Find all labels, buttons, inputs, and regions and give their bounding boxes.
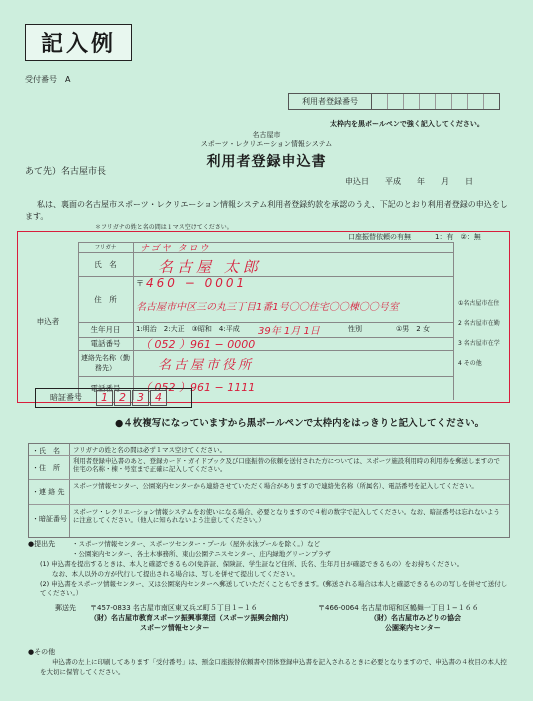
phone-label: 電話番号 bbox=[90, 339, 121, 348]
phone-value: （ 052 ）961 − 0000 bbox=[140, 338, 256, 351]
furigana-note: ＊フリガナの姓と名の間は１マス空けてください。 bbox=[95, 224, 233, 231]
sex-label: 性別 bbox=[348, 325, 362, 333]
mail-org-1: （財）名古屋市教育スポーツ振興事業団（スポーツ振興会館内） bbox=[90, 614, 293, 622]
contact-name-value: 名古屋市役所 bbox=[158, 358, 255, 373]
account-transfer-options: 1：有 ②：無 bbox=[435, 233, 481, 241]
reg-cell bbox=[420, 94, 436, 109]
address-label: 住 所 bbox=[94, 294, 117, 304]
pin-digit: 4 bbox=[150, 390, 167, 406]
user-registration-number-box bbox=[288, 93, 500, 110]
contact-phone-label: 電話番号 bbox=[90, 383, 121, 393]
addressee: あて先）名古屋市長 bbox=[25, 167, 107, 177]
applicant-label: 申込者 bbox=[36, 316, 60, 326]
mail-address-1: 〒457-0833 名古屋市南区東又兵ヱ町５丁目１−１６ bbox=[90, 604, 258, 612]
intro-text: 私は、裏面の名古屋市スポーツ・レクリエーション情報システム利用者登録約款を承認のうえ、下記のとおり利用者登録の申込をします。 bbox=[25, 200, 508, 222]
pin-frame bbox=[35, 388, 192, 408]
address-value: 名古屋市中区三の丸三丁目1番1号〇〇住宅〇〇棟〇〇号室 bbox=[136, 302, 399, 313]
pin-digit: 2 bbox=[114, 390, 131, 406]
title-system: スポーツ・レクリエーション情報システム bbox=[200, 140, 333, 148]
birth-date-label: 生年月日 bbox=[90, 325, 121, 334]
reg-cell bbox=[404, 94, 420, 109]
postal-code-value: 460 − 0001 bbox=[146, 276, 248, 290]
reg-cell bbox=[372, 94, 388, 109]
mail-org-2b: 公園案内センター bbox=[385, 624, 441, 632]
pin-digit: 1 bbox=[96, 390, 113, 406]
application-form-frame bbox=[17, 231, 510, 403]
other-label: ●その他 bbox=[28, 648, 56, 656]
reg-cell bbox=[468, 94, 484, 109]
residence-option-1: ①名古屋市在住 bbox=[458, 300, 500, 307]
user-registration-number-label: 利用者登録番号 bbox=[289, 94, 372, 109]
notes-table bbox=[28, 443, 510, 538]
account-transfer-label: 口座振替依頼の有無 bbox=[348, 233, 411, 241]
postal-prefix: 〒 bbox=[136, 279, 144, 288]
era-options: 1:明治 2:大正 ③昭和 4:平成 bbox=[136, 325, 240, 333]
application-date-label: 申込日 平成 年 月 日 bbox=[345, 177, 473, 186]
pin-digit: 3 bbox=[132, 390, 149, 406]
submit-line-2: ・公園案内センター、各土木事務所、東山公園テニスセンター、庄内緑地グリーンプラザ bbox=[72, 550, 331, 558]
title-org: 名古屋市 bbox=[252, 131, 281, 139]
reg-cell bbox=[452, 94, 468, 109]
page-title: 利用者登録申込書 bbox=[206, 154, 327, 170]
contact-name-label: 連絡先名称（勤務先） bbox=[81, 354, 130, 372]
note-row: ・住 所 利用者登録申込書のあと、登録カード・ガイドブック及び口座振替の依頼を送付された方については、スポーツ施設利用時の利用券を郵送しますので住宅の名称・棟・号室まで正確に記入してください。 bbox=[29, 455, 509, 480]
furigana-value: ナゴヤ タロウ bbox=[140, 244, 211, 254]
reg-cell bbox=[484, 94, 499, 109]
bold-frame-note: 太枠内を黒ボールペンで強く記入してください。 bbox=[330, 120, 484, 128]
birth-date-value: 39年 1月 1日 bbox=[258, 326, 320, 337]
submit-item-2: (2) 申込書をスポーツ情報センター、又は公園案内センターへ郵送していただくこともできます。(郵送される場合は本人と確認できるものの写しを併せて送付してください。） bbox=[40, 580, 508, 597]
reg-cell bbox=[388, 94, 404, 109]
submit-label: ●提出先 bbox=[28, 540, 56, 548]
residence-option-4: 4 その他 bbox=[458, 360, 482, 367]
reg-cell bbox=[436, 94, 452, 109]
submit-item-1: (1) 申込書を提出するときは、本人と確認できるもの(免許証、保険証、学生証など住所、氏名、生年月日が確認できるもの）をお持ちください。 bbox=[40, 560, 464, 568]
sample-label: 記入例 bbox=[25, 24, 132, 61]
furigana-label: フリガナ bbox=[94, 245, 117, 251]
mail-org-2: （財）名古屋市みどりの協会 bbox=[370, 614, 461, 622]
residence-option-3: 3 名古屋市在学 bbox=[458, 340, 500, 347]
note-row: ・暗証番号 スポーツ・レクリエーション情報システムをお使いになる場合、必要となりますので４桁の数字で記入してください。なお、暗証番号は忘れないように注意してください。（他人に知られないよう注意してください。） bbox=[32, 508, 500, 524]
note-row: ・氏 名 フリガナの姓と名の間は必ず１マス空けてください。 bbox=[29, 444, 509, 456]
mail-address-2: 〒466-0064 名古屋市昭和区鶴舞一丁目１−１６６ bbox=[318, 604, 479, 612]
pin-label: 暗証番号 bbox=[50, 392, 82, 402]
residence-option-2: 2 名古屋市在勤 bbox=[458, 320, 500, 327]
note-row: ・連 絡 先 スポーツ情報センター、公園案内センターから連絡させていただく場合がありますので連絡先名称（所属名）、電話番号を記入してください。 bbox=[29, 479, 509, 505]
mail-label: 郵送先 bbox=[55, 604, 76, 612]
name-label: 氏 名 bbox=[94, 259, 117, 269]
name-value: 名古屋 太郎 bbox=[158, 258, 262, 276]
submit-line-1: ・スポーツ情報センター、スポーツセンター・プール（屋外水泳プールを除く。）など bbox=[72, 540, 321, 548]
sex-options: ①男 2 女 bbox=[396, 325, 430, 333]
receipt-number-label: 受付番号 A bbox=[25, 75, 71, 84]
submit-item-1b: なお、本人以外の方が代行して提出される場合は、写しを併せて提出してください。 bbox=[52, 570, 299, 578]
contact-phone-value: （ 052 ）961 − 1111 bbox=[140, 381, 256, 394]
copy-note: ●４枚複写になっていますから黒ボールペンで太枠内をはっきりと記入してください。 bbox=[115, 418, 485, 429]
other-text: 申込書の左上に印刷してあります「受付番号」は、預金口座振替依頼書や団体登録申込書を記入されるときに必要となりますので、申込書の４枚目の本人控を大切に保管してください。 bbox=[40, 658, 507, 676]
mail-org-1b: スポーツ情報センター bbox=[140, 624, 210, 632]
